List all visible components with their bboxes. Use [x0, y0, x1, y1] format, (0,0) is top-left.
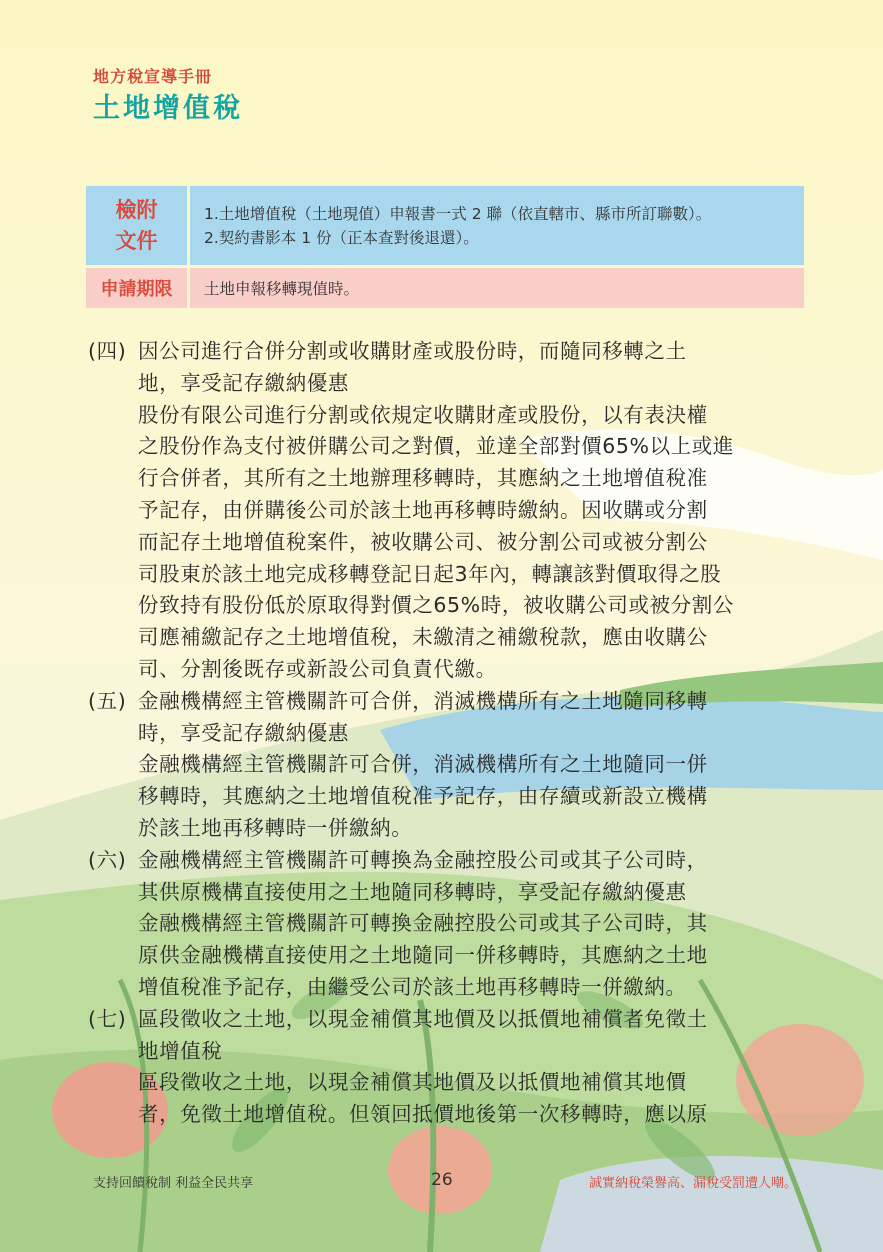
section-body-line: 司、分割後既存或新設公司負責代繳。: [138, 656, 497, 681]
section-body-line: 份致持有股份低於原取得對價之65%時，被收購公司或被分割公: [138, 593, 734, 618]
series-title: 地方稅宣導手冊: [93, 67, 213, 86]
section-heading-line: 因公司進行合併分割或收購財產或股份時，而隨同移轉之土: [138, 339, 687, 363]
footer-slogan-left: 支持回饋稅制 利益全民共享: [93, 1176, 254, 1191]
section-body-line: 金融機構經主管機關許可合併，消滅機構所有之土地隨同一併: [138, 752, 708, 777]
section-body-line: 股份有限公司進行分割或依規定收購財產或股份，以有表決權: [138, 402, 708, 427]
section-body-line: 之股份作為支付被併購公司之對價，並達全部對價65%以上或進: [138, 434, 734, 459]
section-body-line: 而記存土地增值稅案件，被收購公司、被分割公司或被分割公: [138, 529, 708, 554]
attachment-item: 1.土地增值稅（土地現值）申報書一式 2 聯（依直轄市、縣市所訂聯數）。: [204, 204, 712, 223]
section-5: [88, 686, 808, 845]
attachments-list: [190, 186, 804, 265]
main-content: [88, 336, 808, 1131]
attachments-label-line1: 檢附: [115, 197, 158, 222]
section-heading-line: 金融機構經主管機關許可合併，消滅機構所有之土地隨同移轉: [138, 688, 708, 713]
section-heading-line: 時，享受記存繳納優惠: [138, 720, 349, 745]
section-body-line: 區段徵收之土地，以現金補償其地價及以抵價地補償其地價: [138, 1070, 687, 1095]
section-body-line: 於該土地再移轉時一併繳納。: [138, 815, 413, 840]
section-body-line: 予記存，由併購後公司於該土地再移轉時繳納。因收購或分割: [138, 497, 708, 522]
section-7: [88, 1004, 808, 1131]
attachments-label-line2: 文件: [115, 228, 158, 253]
deadline-label: 申請期限: [86, 268, 187, 308]
attachments-row: [86, 186, 804, 265]
section-number: (四): [88, 339, 127, 363]
section-body-line: 司應補繳記存之土地增值稅，未繳清之補繳稅款，應由收購公: [138, 625, 708, 650]
section-body-line: 行合併者，其所有之土地辦理移轉時，其應納之土地增值稅准: [138, 466, 708, 491]
section-4: [88, 336, 808, 686]
section-body-line: 原供金融機構直接使用之土地隨同一併移轉時，其應納之土地: [138, 943, 708, 968]
section-body-line: 司股東於該土地完成移轉登記日起3年內，轉讓該對價取得之股: [138, 561, 722, 586]
section-body-line: 移轉時，其應納之土地增值稅准予記存，由存續或新設立機構: [138, 784, 708, 809]
section-number: (七): [88, 1006, 127, 1031]
page-title: 土地增值稅: [93, 93, 243, 124]
page-number: 26: [431, 1170, 453, 1190]
section-body-line: 金融機構經主管機關許可轉換金融控股公司或其子公司時，其: [138, 911, 708, 936]
section-number: (五): [88, 688, 127, 713]
section-heading-line: 地，享受記存繳納優惠: [138, 370, 349, 395]
section-6: [88, 845, 808, 1004]
section-number: (六): [88, 847, 127, 872]
section-body-line: 者，免徵土地增值稅。但領回抵價地後第一次移轉時，應以原: [138, 1102, 708, 1127]
footer-slogan-right: 誠實納稅榮譽高、漏稅受罰遭人嘲。: [588, 1176, 797, 1191]
section-body-line: 增值稅准予記存，由繼受公司於該土地再移轉時一併繳納。: [138, 974, 687, 999]
deadline-text: 土地申報移轉現值時。: [190, 268, 804, 308]
section-heading-line: 區段徵收之土地，以現金補償其地價及以抵價地補償者免徵土: [138, 1006, 708, 1031]
attachment-item: 2.契約書影本 1 份（正本查對後退還）。: [204, 228, 479, 247]
section-heading-line: 其供原機構直接使用之土地隨同移轉時，享受記存繳納優惠: [138, 879, 687, 904]
attachments-label: [86, 186, 187, 265]
section-heading-line: 地增值稅: [138, 1038, 223, 1063]
section-heading-line: 金融機構經主管機關許可轉換為金融控股公司或其子公司時，: [138, 847, 708, 872]
deadline-row: [86, 268, 804, 308]
